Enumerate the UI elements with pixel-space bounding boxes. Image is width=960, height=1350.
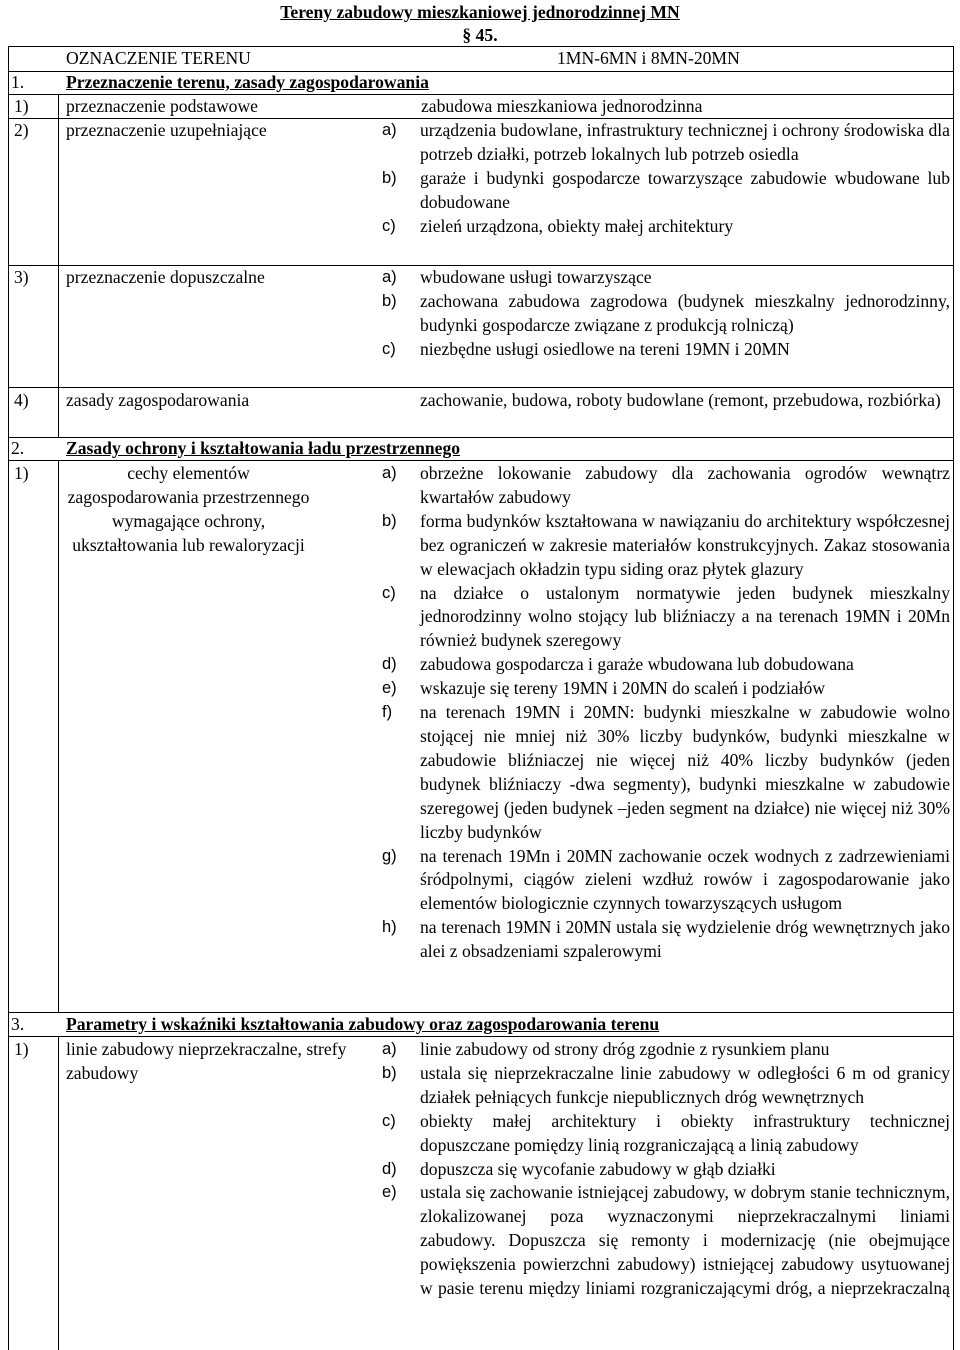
- section-title: Zasady ochrony i kształtowania ładu przestrzennego: [66, 438, 461, 458]
- row-number: 1): [14, 96, 29, 116]
- row-value: zachowanie, budowa, roboty budowlane (remont, przebudowa, rozbiórka): [420, 390, 941, 410]
- row-number: 4): [14, 390, 29, 410]
- item-text: garaże i budynki gospodarcze towarzyszące zabudowie wbudowane lub dobudowane: [420, 167, 950, 212]
- designation-label: OZNACZENIE TERENU: [66, 48, 251, 68]
- row-divider: [8, 387, 953, 388]
- item-letter: b): [382, 291, 397, 310]
- item-text: obrzeżne lokowanie zabudowy dla zachowania ogrodów wewnątrz kwartałów zabudowy: [420, 463, 950, 507]
- column-divider: [58, 94, 59, 437]
- row-number: 1): [14, 1039, 29, 1059]
- item-letter: c): [382, 339, 396, 358]
- item-letter: b): [382, 1063, 397, 1082]
- list-item: [382, 1062, 950, 1110]
- table-left-border: [8, 46, 9, 1350]
- item-list: [382, 462, 950, 964]
- row-label: cechy elementów zagospodarowania przestrzennego wymagające ochrony, ukształtowania lub rewaloryzacji: [67, 463, 310, 555]
- item-letter: a): [382, 121, 397, 139]
- item-letter: d): [382, 655, 397, 674]
- section-number: 2.: [11, 438, 25, 458]
- row-label: przeznaczenie uzupełniające: [66, 120, 267, 140]
- list-item: [382, 1038, 950, 1062]
- item-letter: d): [382, 1159, 397, 1178]
- item-text: na terenach 19Mn i 20MN zachowanie oczek wodnych z zadrzewieniami śródpolnymi, ciągów zieleni wzdłuż rowów i zagospodarowanie jako elementów biologicznie czynnych towarzyszących usługom: [420, 845, 950, 914]
- list-item: [382, 338, 950, 362]
- section-number: 1.: [11, 72, 25, 92]
- item-text: zachowana zabudowa zagrodowa (budynek mieszkalny jednorodzinny, budynki gospodarcze związane z produkcją rolniczą): [420, 290, 950, 335]
- item-text: urządzenia budowlane, infrastruktury technicznej i ochrony środowiska dla potrzeb działki, potrzeb lokalnych lub potrzeb osiedla: [420, 120, 950, 164]
- item-text: wskazuje się tereny 19MN i 20MN do scaleń i podziałów: [420, 678, 826, 699]
- item-text: obiekty małej architektury i obiekty infrastruktury technicznej dopuszczane pomiędzy linią rozgraniczającą a linią zabudowy: [420, 1110, 950, 1155]
- row-label: przeznaczenie podstawowe: [66, 96, 258, 116]
- item-text: na terenach 19MN i 20MN ustala się wydzielenie dróg wewnętrznych jako alei z obsadzeniami szpalerowymi: [420, 917, 950, 962]
- list-item: [382, 1181, 950, 1301]
- section-title: Parametry i wskaźniki kształtowania zabudowy oraz zagospodarowania terenu: [66, 1014, 660, 1034]
- item-letter: e): [382, 679, 397, 698]
- item-text: linie zabudowy od strony dróg zgodnie z rysunkiem planu: [420, 1039, 830, 1059]
- item-letter: e): [382, 1183, 397, 1202]
- item-letter: h): [382, 918, 397, 937]
- item-letter: a): [382, 1040, 397, 1058]
- row-value: zabudowa mieszkaniowa jednorodzinna: [421, 96, 703, 116]
- item-letter: a): [382, 268, 397, 286]
- list-item: [382, 290, 950, 338]
- item-text: wbudowane usługi towarzyszące: [420, 267, 652, 287]
- item-text: na terenach 19MN i 20MN: budynki mieszkalne w zabudowie wolno stojącej nie mniej niż 30% liczby budynków, budynki mieszkalne w zabudowie bliźniaczej nie więcej niż 40% liczby budynków (jeden budynek bliźniaczy -dwa segmenty), budynki mieszkalne w zabudowie szeregowej (jeden budynek –jeden segment na działce) nie więcej niż 30% liczby budynków: [420, 702, 950, 842]
- row-number: 1): [14, 463, 29, 483]
- list-item: [382, 1158, 950, 1182]
- list-item: [382, 845, 950, 917]
- item-letter: g): [382, 846, 397, 865]
- list-item: [382, 677, 950, 701]
- item-text: forma budynków kształtowana w nawiązaniu do architektury współczesnej bez ograniczeń w zakresie materiałów konstrukcyjnych. Zakaz stosowania w elewacjach okładzin typu siding oraz płytek glazury: [420, 510, 950, 579]
- item-text: na działce o ustalonym normatywie jeden budynek mieszkalny jednorodzinny wolno stojący lub bliźniaczy a na terenach 19MN i 20Mn również budynek szeregowy: [420, 582, 950, 651]
- item-letter: c): [382, 583, 396, 602]
- list-item: [382, 701, 950, 844]
- list-item: [382, 1110, 950, 1158]
- item-letter: c): [382, 216, 396, 235]
- section-number: 3.: [11, 1014, 25, 1034]
- list-item: [382, 215, 950, 239]
- item-letter: f): [382, 703, 393, 722]
- item-text: niezbędne usługi osiedlowe na tereni 19MN i 20MN: [420, 338, 790, 359]
- item-text: zabudowa gospodarcza i garaże wbudowana lub dobudowana: [420, 654, 854, 675]
- list-item: [382, 266, 950, 290]
- table-right-border: [953, 46, 954, 1350]
- list-item: [382, 653, 950, 677]
- row-number: 2): [14, 120, 29, 140]
- list-item: [382, 119, 950, 167]
- row-number: 3): [14, 267, 29, 287]
- item-letter: c): [382, 1111, 396, 1130]
- row-label: przeznaczenie dopuszczalne: [66, 267, 265, 287]
- item-text: ustala się nieprzekraczalne linie zabudowy w odległości 6 m od granicy działek pełniących funkcje niepublicznych dróg wewnętrznych: [420, 1062, 950, 1107]
- item-text: dopuszcza się wycofanie zabudowy w głąb działki: [420, 1158, 776, 1179]
- paragraph-number: § 45.: [462, 25, 498, 45]
- item-list: [382, 266, 950, 362]
- row-label: linie zabudowy nieprzekraczalne, strefy zabudowy: [66, 1039, 347, 1083]
- column-divider: [58, 460, 59, 1012]
- row-label: zasady zagospodarowania: [66, 390, 250, 410]
- item-text: ustala się zachowanie istniejącej zabudowy, w dobrym stanie technicznym, zlokalizowanej poza wyznaczonymi nieprzekraczalnymi liniami zabudowy. Dopuszcza się remonty i modernizację (nie obejmujące powiększenia powierzchni zabudowy) istniejącej zabudowy usytuowanej w pasie terenu między liniami rozgraniczającymi dróg, a nieprzekraczalną: [420, 1182, 950, 1299]
- item-list: [382, 1038, 950, 1301]
- item-letter: b): [382, 511, 397, 530]
- designation-value: 1MN-6MN i 8MN-20MN: [557, 48, 740, 68]
- item-list: [382, 119, 950, 239]
- list-item: [382, 167, 950, 215]
- item-text: zieleń urządzona, obiekty małej architektury: [420, 215, 734, 236]
- section-title: Przeznaczenie terenu, zasady zagospodarowania: [66, 72, 429, 92]
- list-item: [382, 462, 950, 510]
- item-letter: b): [382, 168, 397, 187]
- list-item: [382, 916, 950, 964]
- list-item: [382, 582, 950, 654]
- item-letter: a): [382, 464, 397, 482]
- document-title: Tereny zabudowy mieszkaniowej jednorodzinnej MN: [280, 2, 680, 22]
- column-divider: [58, 1036, 59, 1350]
- list-item: [382, 510, 950, 582]
